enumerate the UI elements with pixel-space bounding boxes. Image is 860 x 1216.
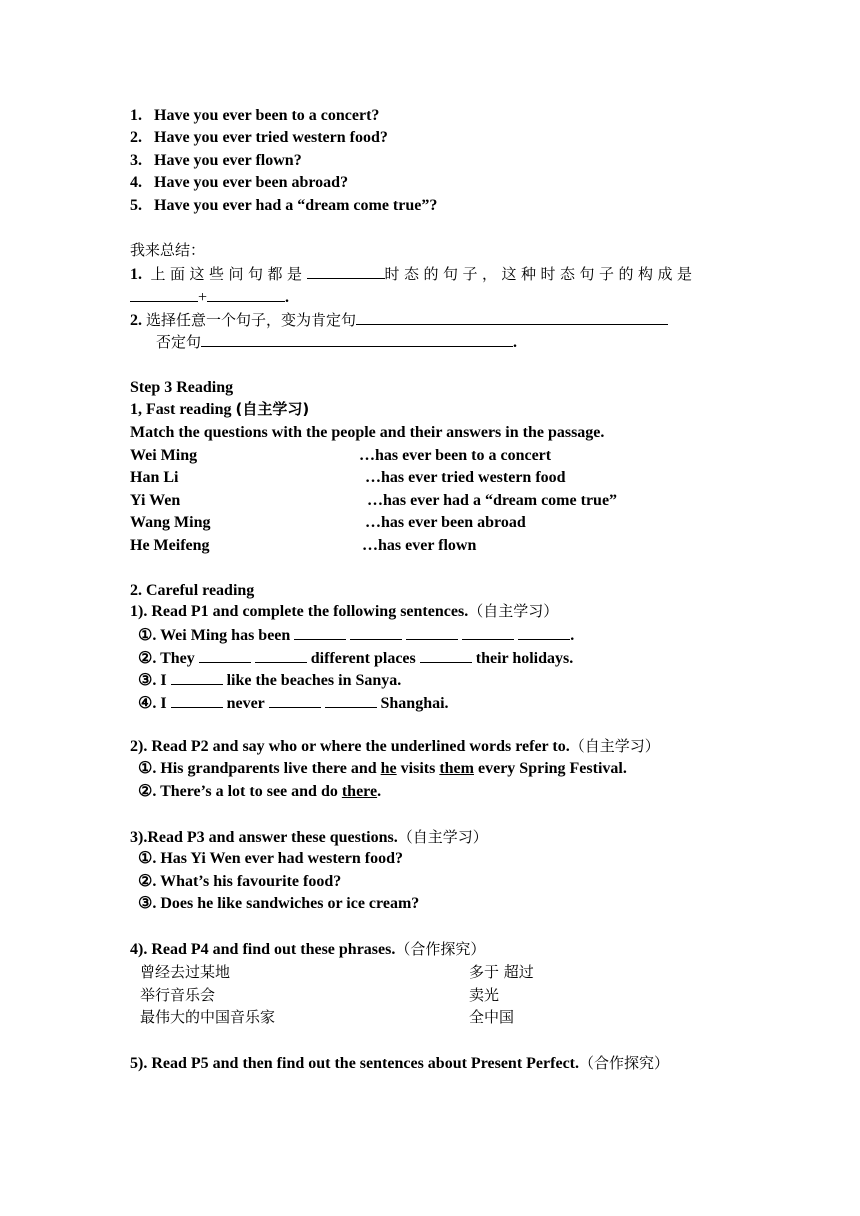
blank[interactable]	[325, 692, 377, 708]
question-2: 2. Have you ever tried western food?	[130, 129, 388, 146]
blank[interactable]	[420, 647, 472, 663]
blank-negative[interactable]	[201, 331, 513, 347]
p1-sentence-2: ②. They different places their holidays.	[138, 647, 573, 669]
underlined-them: them	[439, 760, 474, 777]
person-yi-wen: Yi Wen	[130, 492, 181, 509]
p5-title: 5). Read P5 and then find out the sentences about Present Perfect.（合作探究）	[130, 1054, 670, 1072]
p3-title: 3).Read P3 and answer these questions.（自主学习）	[130, 828, 488, 846]
blank[interactable]	[462, 624, 514, 640]
blank-tense[interactable]	[307, 263, 385, 279]
p1-sentence-4: ④. I never Shanghai.	[138, 692, 449, 714]
answer-concert: …has ever been to a concert	[359, 447, 552, 464]
p2-sentence-1: ①. His grandparents live there and he visits them every Spring Festival.	[138, 760, 627, 777]
p2-title: 2). Read P2 and say who or where the underlined words refer to.（自主学习）	[130, 737, 660, 755]
question-5: 5. Have you ever had a “dream come true”?	[130, 197, 438, 214]
blank-affirmative[interactable]	[356, 309, 668, 325]
answer-flown: …has ever flown	[362, 537, 477, 554]
blank[interactable]	[199, 647, 251, 663]
blank[interactable]	[171, 692, 223, 708]
p1-sentence-3: ③. I like the beaches in Sanya.	[138, 669, 401, 691]
fast-reading-title: 1, Fast reading (自主学习)	[130, 400, 310, 418]
person-he-meifeng: He Meifeng	[130, 537, 210, 554]
question-3: 3. Have you ever flown?	[130, 152, 302, 169]
p3-question-1: ①. Has Yi Wen ever had western food?	[138, 850, 404, 867]
p2-sentence-2: ②. There’s a lot to see and do there.	[138, 783, 382, 800]
p1-sentence-1: ①. Wei Ming has been .	[138, 624, 574, 646]
phrase-cn: 全中国	[469, 1008, 515, 1026]
blank-structure-b[interactable]	[207, 286, 285, 302]
blank[interactable]	[350, 624, 402, 640]
blank[interactable]	[171, 669, 223, 685]
phrase-cn: 多于 超过	[469, 963, 534, 981]
p1-title: 1). Read P1 and complete the following sentences.（自主学习）	[130, 602, 559, 620]
underlined-he: he	[380, 760, 397, 777]
blank[interactable]	[269, 692, 321, 708]
person-wang-ming: Wang Ming	[130, 514, 211, 531]
answer-abroad: …has ever been abroad	[365, 514, 526, 531]
careful-reading-title: 2. Careful reading	[130, 582, 255, 599]
question-4: 4. Have you ever been abroad?	[130, 174, 349, 191]
blank[interactable]	[406, 624, 458, 640]
p3-question-3: ③. Does he like sandwiches or ice cream?	[138, 895, 420, 912]
p4-title: 4). Read P4 and find out these phrases.（合作探究）	[130, 940, 486, 958]
blank[interactable]	[518, 624, 570, 640]
underlined-there: there	[341, 783, 378, 800]
blank-structure-a[interactable]	[130, 286, 198, 302]
summary-item-1: 1. 上面这些问句都是 时态的句子，这种时态句子的构成是	[130, 265, 697, 283]
summary-heading: 我来总结：	[130, 241, 206, 259]
person-han-li: Han Li	[130, 469, 179, 486]
person-wei-ming: Wei Ming	[130, 447, 198, 464]
phrase-cn: 举行音乐会	[140, 986, 216, 1004]
summary-item-2: 2. 选择任意一个句子，变为肯定句	[130, 309, 668, 331]
phrase-cn: 卖光	[469, 986, 500, 1004]
question-1: 1. Have you ever been to a concert?	[130, 107, 380, 124]
answer-western-food: …has ever tried western food	[365, 469, 566, 486]
blank[interactable]	[255, 647, 307, 663]
answer-dream: …has ever had a “dream come true”	[367, 492, 618, 509]
summary-item-2-negative: 否定句 .	[156, 333, 518, 351]
phrase-cn: 最伟大的中国音乐家	[140, 1008, 276, 1026]
step3-title: Step 3 Reading	[130, 379, 234, 396]
fast-reading-instruction: Match the questions with the people and their answers in the passage.	[130, 424, 605, 441]
blank[interactable]	[294, 624, 346, 640]
phrase-cn: 曾经去过某地	[140, 963, 231, 981]
p3-question-2: ②. What’s his favourite food?	[138, 873, 342, 890]
summary-item-1-line2: + .	[130, 286, 289, 308]
